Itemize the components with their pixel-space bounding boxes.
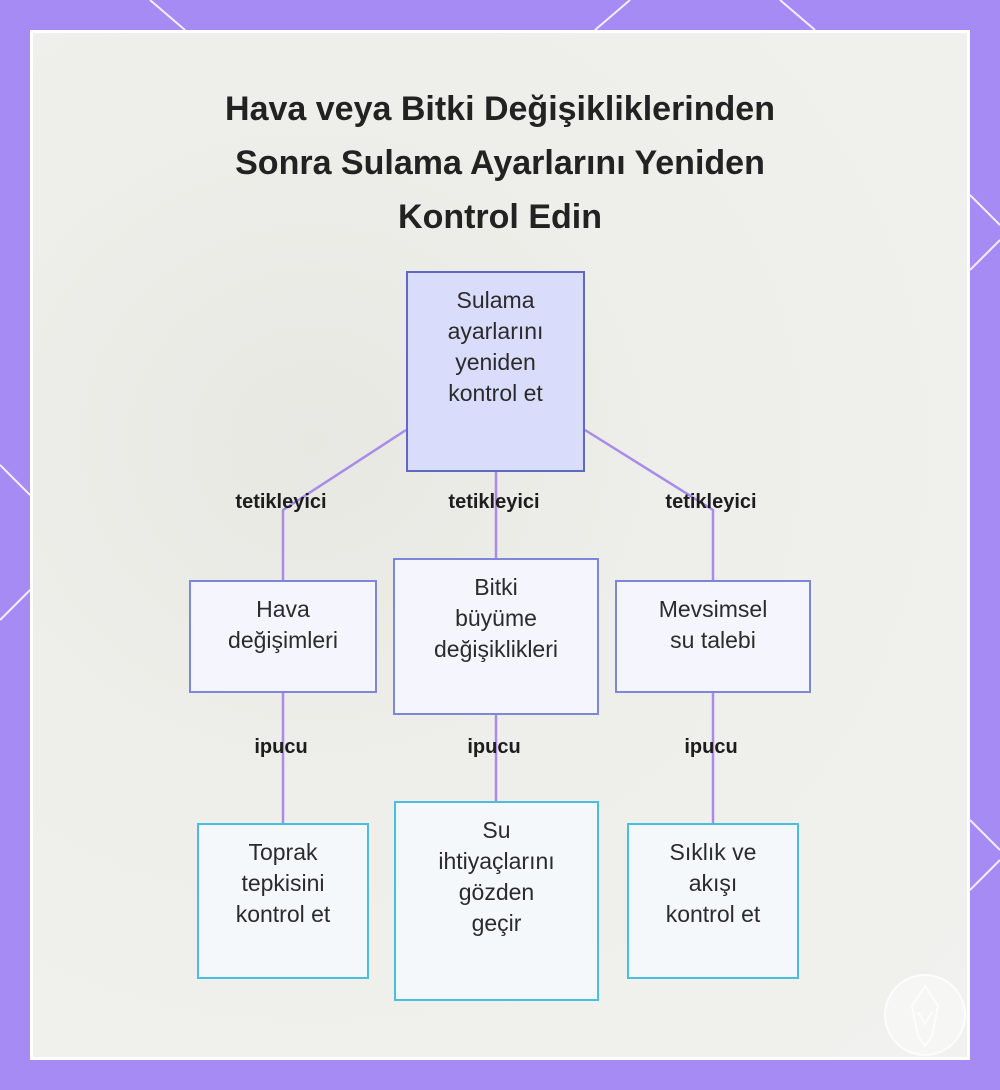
leaf-line: tepkisini: [241, 870, 325, 896]
leaf-check-soil: [197, 823, 369, 979]
edge-label-tip-2: ipucu: [467, 736, 521, 758]
leaf-line: Su: [482, 817, 511, 843]
node-seasonal-demand: [615, 580, 811, 693]
edge-label-trigger-2: tetikleyici: [448, 491, 540, 513]
node-line: Bitki: [474, 574, 518, 600]
title-line-1: Hava veya Bitki Değişikliklerinden: [225, 90, 775, 128]
title-line-2: Sonra Sulama Ayarlarını Yeniden: [235, 144, 765, 182]
watermark-logo-icon: [882, 972, 968, 1058]
leaf-line: ihtiyaçlarını: [438, 848, 555, 874]
leaf-check-frequency: [627, 823, 799, 979]
edge-label-tip-3: ipucu: [684, 736, 738, 758]
leaf-line: Sıklık ve: [669, 839, 757, 865]
root-node: [406, 271, 585, 472]
root-line: kontrol et: [448, 380, 543, 406]
leaf-line: geçir: [471, 910, 522, 936]
root-line: yeniden: [455, 349, 536, 375]
leaf-line: akışı: [688, 870, 738, 896]
leaf-line: kontrol et: [665, 901, 761, 927]
edge-label-trigger-1: tetikleyici: [235, 491, 327, 513]
leaf-line: gözden: [458, 879, 535, 905]
leaf-line: Toprak: [248, 839, 318, 865]
edge-label-tip-1: ipucu: [254, 736, 308, 758]
node-line: Mevsimsel: [658, 596, 768, 622]
edge-label-trigger-3: tetikleyici: [665, 491, 757, 513]
leaf-review-water-needs: [394, 801, 599, 1001]
node-line: büyüme: [455, 605, 537, 631]
node-line: Hava: [256, 596, 310, 622]
root-line: Sulama: [456, 287, 535, 313]
node-plant-growth: [393, 558, 599, 715]
title-line-3: Kontrol Edin: [398, 198, 602, 236]
node-line: su talebi: [670, 627, 756, 653]
node-line: değişimleri: [228, 627, 338, 653]
node-line: değişiklikleri: [434, 636, 558, 662]
leaf-line: kontrol et: [235, 901, 331, 927]
root-line: ayarlarını: [447, 318, 544, 344]
node-weather-changes: [189, 580, 377, 693]
